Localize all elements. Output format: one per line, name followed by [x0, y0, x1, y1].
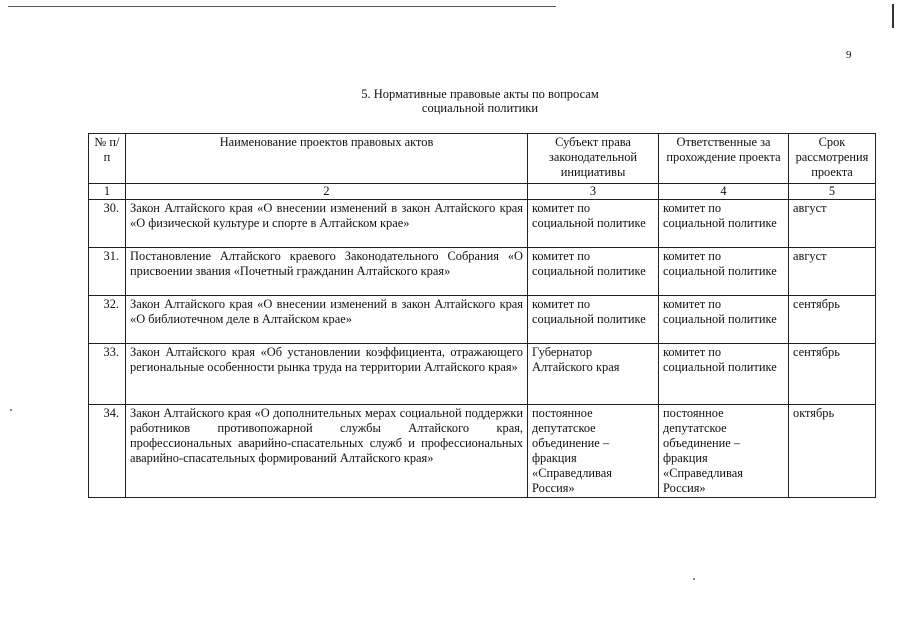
- section-title-line-1: 5. Нормативные правовые акты по вопросам: [361, 87, 599, 101]
- row-term: октябрь: [789, 405, 876, 498]
- row-name: Закон Алтайского края «О дополнительных мерах социальной поддержки работников противопожарной службы Алтайского края, профессиональных аварийно-спасательных служб и профессиональных аварийно-спасательных формирований Алтайского края»: [126, 405, 528, 498]
- section-title: [290, 87, 670, 115]
- row-responsible: постоянное депутатское объединение – фракция «Справедливая Россия»: [659, 405, 789, 498]
- scan-dot: [10, 409, 12, 411]
- row-num: 33.: [89, 344, 126, 405]
- row-subject: комитет по социальной политике: [528, 248, 659, 296]
- section-title-line-2: социальной политики: [421, 101, 539, 115]
- row-responsible: комитет по социальной политике: [659, 296, 789, 344]
- row-name: Закон Алтайского края «Об установлении коэффициента, отражающего региональные особенности рынка труда на территории Алтайского края»: [126, 344, 528, 405]
- table-row: [89, 296, 876, 344]
- table-row: [89, 248, 876, 296]
- row-num: 32.: [89, 296, 126, 344]
- header-term: Срок рассмотрения проекта: [789, 134, 876, 184]
- row-subject: Губернатор Алтайского края: [528, 344, 659, 405]
- column-number: 4: [659, 184, 789, 200]
- header-responsible: Ответственные за прохождение проекта: [659, 134, 789, 184]
- row-name: Закон Алтайского края «О внесении изменений в закон Алтайского края «О библиотечном деле в Алтайском крае»: [126, 296, 528, 344]
- row-subject: комитет по социальной политике: [528, 200, 659, 248]
- row-term: сентябрь: [789, 344, 876, 405]
- table-header-row: [89, 134, 876, 184]
- row-term: август: [789, 200, 876, 248]
- row-name: Закон Алтайского края «О внесении изменений в закон Алтайского края «О физической культуре и спорте в Алтайском крае»: [126, 200, 528, 248]
- row-num: 30.: [89, 200, 126, 248]
- row-responsible: комитет по социальной политике: [659, 344, 789, 405]
- page-number: 9: [846, 49, 852, 61]
- column-number-row: [89, 184, 876, 200]
- legal-acts-table: [88, 133, 876, 498]
- row-term: август: [789, 248, 876, 296]
- row-subject: постоянное депутатское объединение – фракция «Справедливая Россия»: [528, 405, 659, 498]
- row-responsible: комитет по социальной политике: [659, 248, 789, 296]
- column-number: 3: [528, 184, 659, 200]
- scan-dot: [693, 578, 695, 580]
- column-number: 1: [89, 184, 126, 200]
- row-subject: комитет по социальной политике: [528, 296, 659, 344]
- table-row: [89, 405, 876, 498]
- row-responsible: комитет по социальной политике: [659, 200, 789, 248]
- table-row: [89, 200, 876, 248]
- column-number: 5: [789, 184, 876, 200]
- row-term: сентябрь: [789, 296, 876, 344]
- top-rule: [8, 6, 556, 7]
- column-number: 2: [126, 184, 528, 200]
- margin-mark: [892, 4, 894, 28]
- row-num: 34.: [89, 405, 126, 498]
- header-subject: Субъект права законодательной инициативы: [528, 134, 659, 184]
- header-name: Наименование проектов правовых актов: [126, 134, 528, 184]
- table-row: [89, 344, 876, 405]
- row-name: Постановление Алтайского краевого Законодательного Собрания «О присвоении звания «Почетный гражданин Алтайского края»: [126, 248, 528, 296]
- header-num: № п/п: [89, 134, 126, 184]
- row-num: 31.: [89, 248, 126, 296]
